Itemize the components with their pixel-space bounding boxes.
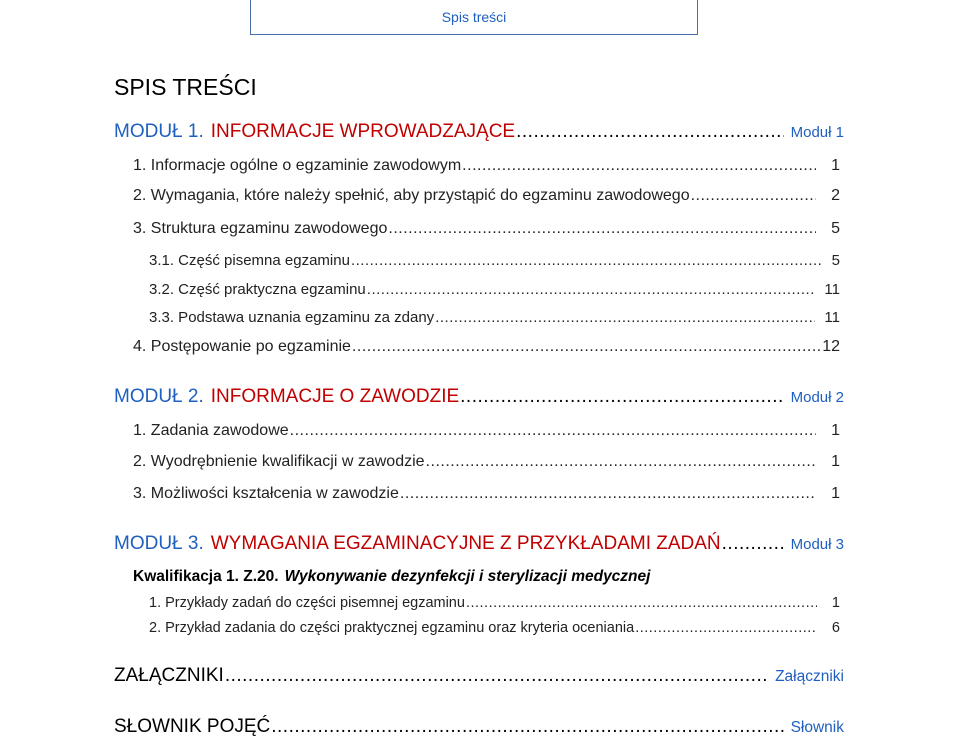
dot-leader [460,386,783,408]
dot-leader [516,121,784,143]
dot-leader [290,422,816,440]
dot-leader [271,716,783,738]
toc-entry-label: 1. Zadania zawodowe [133,422,289,439]
toc-entry-module-1[interactable] [114,121,844,143]
toc-entry[interactable] [149,281,840,298]
module-number: MODUŁ 2. [114,386,204,407]
toc-entry-label: 3. Możliwości kształcenia w zawodzie [133,485,399,502]
qualification-prefix: Kwalifikacja 1. Z.20. [133,568,279,585]
toc-entry-appendices[interactable] [114,665,844,687]
qualification-heading [133,568,650,586]
toc-entry-page: 5 [831,220,840,237]
module-label: INFORMACJE WPROWADZAJĄCE [210,121,516,142]
dot-leader [462,157,816,175]
toc-entry[interactable] [133,220,840,238]
toc-entry-page: 11 [824,309,840,326]
module-label: INFORMACJE O ZAWODZIE [210,386,460,407]
dot-leader [225,665,768,687]
toc-entry-glossary[interactable] [114,716,844,738]
glossary-label: SŁOWNIK POJĘĆ [114,716,271,737]
toc-entry[interactable] [133,338,840,356]
toc-entry-label: 3. Struktura egzaminu zawodowego [133,220,388,237]
module-page: Moduł 1 [790,124,844,141]
toc-entry-label: 1. Przykłady zadań do części pisemnej egzaminu [149,595,465,611]
qualification-name: Wykonywanie dezynfekcji i sterylizacji medycznej [284,568,651,585]
toc-entry[interactable] [149,620,840,636]
toc-entry-page: 2 [831,187,840,204]
toc-entry[interactable] [149,309,840,326]
toc-entry-label: 4. Postępowanie po egzaminie [133,338,351,355]
toc-entry-page: 1 [831,422,840,439]
dot-leader [352,338,821,356]
toc-entry[interactable] [133,485,840,503]
toc-entry[interactable] [133,187,840,205]
dot-leader [691,187,817,205]
dot-leader [367,281,816,298]
toc-entry-page: 5 [831,252,840,269]
toc-entry-label: 3.3. Podstawa uznania egzaminu za zdany [149,309,435,326]
page-header [250,0,698,35]
toc-entry-page: 1 [831,485,840,502]
toc-entry-label: 3.1. Część pisemna egzaminu [149,252,350,269]
dot-leader [400,485,816,503]
dot-leader [388,220,816,238]
module-number: MODUŁ 1. [114,121,204,142]
module-label: WYMAGANIA EGZAMINACYJNE Z PRZYKŁADAMI ZADAŃ [210,533,721,554]
toc-entry-label: 3.2. Część praktyczna egzaminu [149,281,366,298]
toc-entry-module-2[interactable] [114,386,844,408]
toc-entry-label: 1. Informacje ogólne o egzaminie zawodowym [133,157,462,174]
dot-leader [722,533,784,555]
toc-entry-page: 1 [831,453,840,470]
dot-leader [351,252,823,269]
glossary-page: Słownik [790,719,844,736]
toc-entry-page: 1 [831,157,840,174]
toc-title: SPIS TREŚCI [114,74,257,100]
module-page: Moduł 2 [790,389,844,406]
header-title: Spis treści [441,9,507,25]
toc-entry[interactable] [149,595,840,611]
toc-entry-label: 2. Przykład zadania do części praktycznej egzaminu oraz kryteria oceniania [149,620,635,636]
dot-leader [466,595,817,611]
appendices-label: ZAŁĄCZNIKI [114,665,224,686]
toc-entry-label: 2. Wymagania, które należy spełnić, aby przystąpić do egzaminu zawodowego [133,187,690,204]
toc-entry[interactable] [133,453,840,471]
dot-leader [435,309,815,326]
toc-entry-page: 12 [822,338,840,355]
toc-entry-page: 1 [831,595,840,611]
toc-entry-label: 2. Wyodrębnienie kwalifikacji w zawodzie [133,453,425,470]
dot-leader [635,620,817,636]
dot-leader [426,453,817,471]
toc-entry-page: 11 [824,281,840,298]
toc-entry[interactable] [133,422,840,440]
module-page: Moduł 3 [790,536,844,553]
toc-entry[interactable] [149,252,840,269]
toc-entry-page: 6 [831,620,840,636]
module-number: MODUŁ 3. [114,533,204,554]
toc-entry-module-3[interactable] [114,533,844,555]
toc-entry[interactable] [133,157,840,175]
appendices-page: Załączniki [775,668,844,685]
